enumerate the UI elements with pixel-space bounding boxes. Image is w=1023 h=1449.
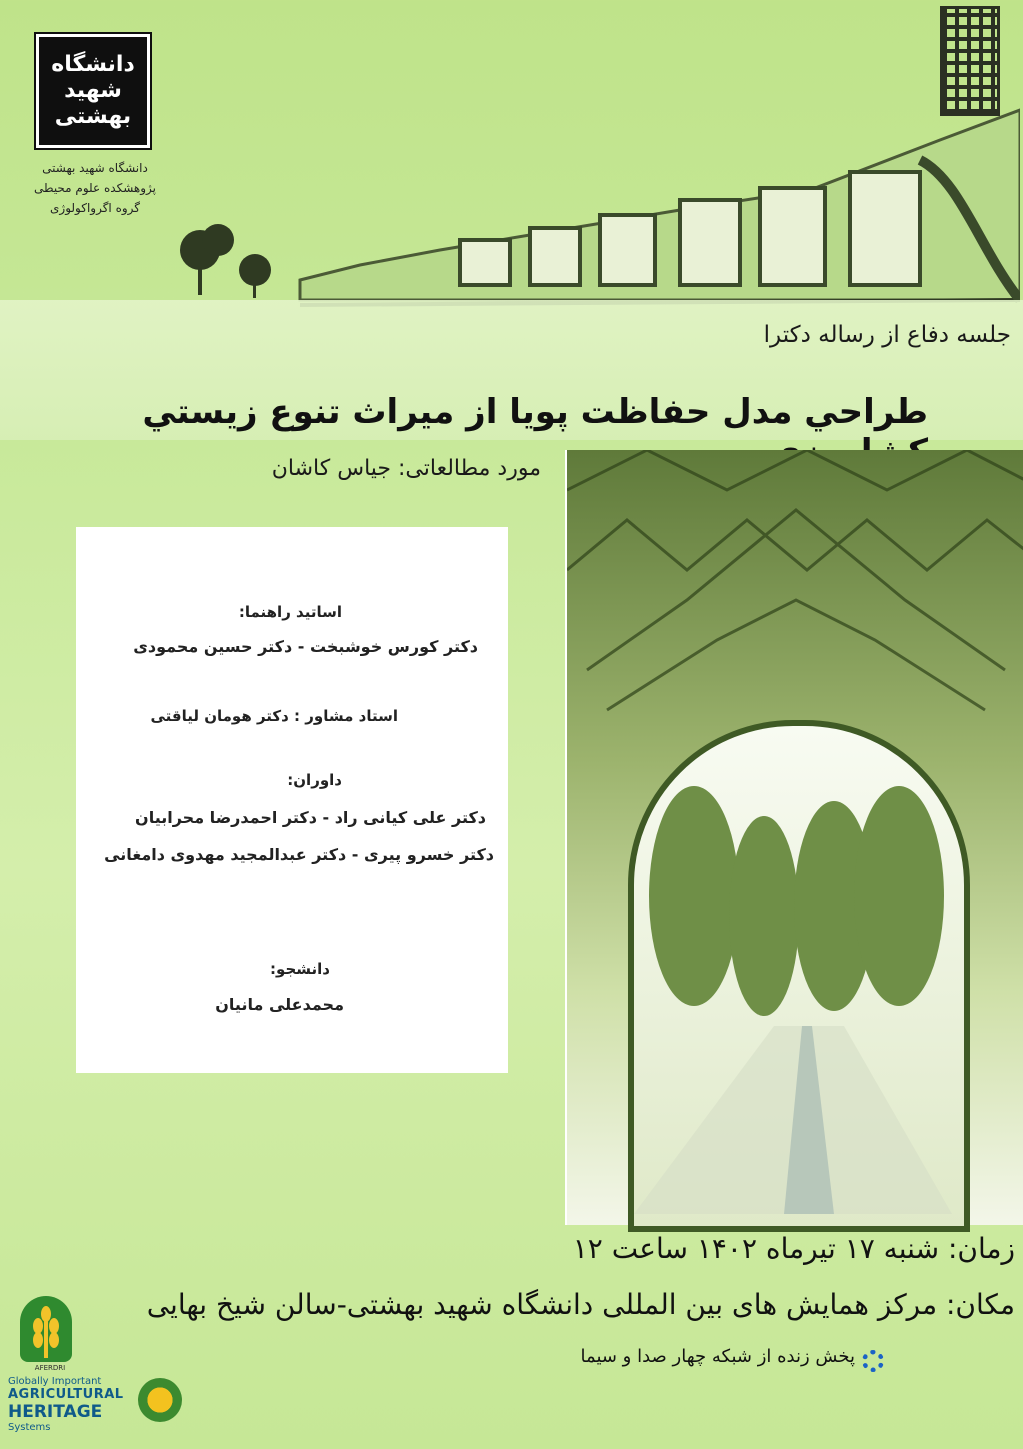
referees-line-1: دکتر علی کیانی راد - دکتر احمدرضا محرابیان — [135, 808, 486, 827]
department-name: گروه اگرواکولوژی — [50, 201, 140, 215]
thesis-title: طراحي مدل حفاظت پويا از ميراث تنوع زيستي — [142, 392, 928, 432]
broadcast-note: پخش زنده از شبکه چهار صدا و سیما — [580, 1346, 855, 1367]
referees-label: داوران: — [287, 771, 342, 789]
aferdri-logo — [20, 1296, 72, 1362]
giahs-line-1: Globally Important — [8, 1376, 102, 1387]
university-name: دانشگاه شهید بهشتی — [42, 161, 148, 175]
university-logo-text: دانشگاه شهید بهشتی — [51, 52, 135, 129]
giahs-line-3: HERITAGE — [8, 1402, 103, 1422]
garden-trees — [634, 726, 952, 1214]
giahs-emblem-icon — [138, 1378, 182, 1422]
student: محمدعلی مانیان — [215, 995, 344, 1014]
qanat-wall-illustration — [160, 100, 1020, 330]
committee-panel — [76, 527, 508, 1073]
advisor: استاد مشاور : دکتر هومان لیاقتی — [150, 707, 398, 725]
broadcast-channel-icon — [862, 1350, 884, 1372]
university-logo — [36, 34, 150, 148]
student-label: دانشجو: — [270, 960, 330, 978]
institute-name: پژوهشکده علوم محیطی — [33, 181, 157, 195]
event-place: مکان: مرکز همایش های بین المللی دانشگاه شهید بهشتی-سالن شیخ بهایی — [146, 1288, 1015, 1321]
wheat-icon — [20, 1296, 72, 1362]
university-affiliation — [20, 158, 170, 218]
aferdri-label: AFERDRI — [34, 1364, 66, 1372]
supervisors: دکتر کورس خوشبخت - دکتر حسین محمودی — [133, 637, 478, 656]
garden-arch — [628, 720, 970, 1232]
event-time: زمان: شنبه ۱۷ تیرماه ۱۴۰۲ ساعت ۱۲ — [572, 1232, 1015, 1265]
case-study: مورد مطالعاتی: جیاس کاشان — [271, 456, 541, 481]
event-subtitle: جلسه دفاع از رساله دکترا — [763, 322, 1011, 348]
giahs-line-2: AGRICULTURAL — [8, 1387, 124, 1402]
referees-line-2: دکتر خسرو پیری - دکتر عبدالمجید مهدوی دامغانی — [104, 845, 494, 864]
giahs-line-4: Systems — [8, 1422, 51, 1433]
supervisors-label: اساتید راهنما: — [238, 603, 342, 621]
